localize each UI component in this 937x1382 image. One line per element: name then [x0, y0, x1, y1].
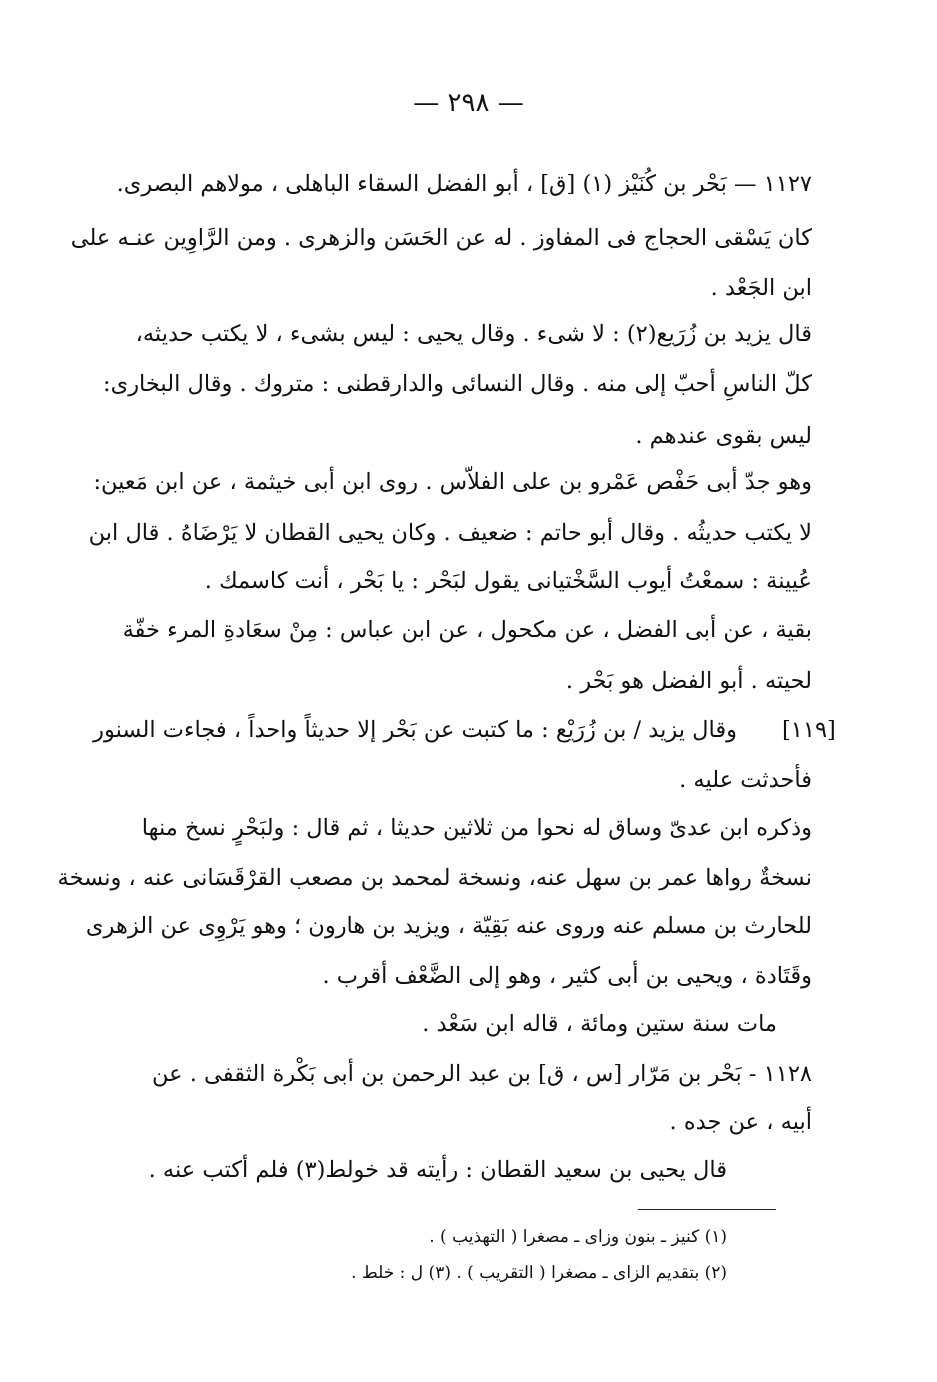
text-line: كلّ الناسِ أحبّ إلى منه . وقال النسائى والدارقطنى : متروك . وقال البخارى: — [103, 371, 812, 397]
text-line: ليس بقوى عندهم . — [635, 423, 812, 449]
text-line: قال يزيد بن زُرَيع(٢) : لا شىء . وقال يحيى : ليس بشىء ، لا يكتب حديثه، — [135, 321, 812, 347]
text-line: أبيه ، عن جده . — [669, 1109, 812, 1135]
text-line: وهو جدّ أبى حَفْص عَمْرو بن على الفلاّس . روى ابن أبى خيثمة ، عن ابن مَعين: — [93, 469, 812, 495]
margin-reference: [١١٩] — [782, 717, 836, 743]
footnote-2-3: (٢) بتقديم الزاى ـ مصغرا ( التقريب ) . (٣) ل : خلط . — [351, 1263, 727, 1283]
text-line: وذكره ابن عدىّ وساق له نحوا من ثلاثين حديثا ، ثم قال : ولبَحْرٍ نسخ منها — [141, 815, 812, 841]
text-line: بقية ، عن أبى الفضل ، عن مكحول ، عن ابن عباس : مِنْ سعَادةِ المرء خفّة — [122, 617, 812, 643]
text-line: فأحدثت عليه . — [679, 767, 812, 793]
entry-1127-heading: ١١٢٧ — بَحْر بن كُنَيْز (١) [ق] ، أبو الفضل السقاء الباهلى ، مولاهم البصرى. — [116, 171, 812, 197]
text-line: ابن الجَعْد . — [710, 275, 812, 301]
text-line: وقال يزيد / بن زُرَيْع : ما كتبت عن بَحْر إلا حديثاً واحداً ، فجاءت السنور — [93, 717, 737, 743]
text-line: عُيينة : سمعْتُ أيوب السَّخْتيانى يقول لبَحْر : يا بَحْر ، أنت كاسمك . — [204, 568, 812, 594]
text-line: وقَتَادة ، ويحيى بن أبى كثير ، وهو إلى الضَّعْف أقرب . — [322, 963, 812, 989]
text-line: قال يحيى بن سعيد القطان : رأيته قد خولط(٣) فلم أكتب عنه . — [148, 1157, 727, 1183]
text-line: مات سنة ستين ومائة ، قاله ابن سَعْد . — [422, 1011, 777, 1037]
footnote-divider — [638, 1209, 776, 1210]
entry-1128-heading: ١١٢٨ - بَحْر بن مَرّار [س ، ق] بن عبد الرحمن بن أبى بَكْرة الثقفى . عن — [152, 1061, 812, 1087]
text-line: نسخةٌ رواها عمر بن سهل عنه، ونسخة لمحمد بن مصعب القرْقَسَانى عنه ، ونسخة — [57, 865, 812, 891]
page-number: — ٢٩٨ — — [413, 88, 524, 118]
text-line: لحيته . أبو الفضل هو بَحْر . — [565, 668, 812, 694]
footnote-1: (١) كنيز ـ بنون وزاى ـ مصغرا ( التهذيب ) . — [429, 1227, 727, 1247]
text-line: لا يكتب حديثُه . وقال أبو حاتم : ضعيف . وكان يحيى القطان لا يَرْضَاهُ . قال ابن — [88, 520, 812, 546]
text-line: كان يَسْقى الحجاج فى المفاوز . له عن الحَسَن والزهرى . ومن الرَّاوِين عنـه على — [70, 225, 812, 251]
text-line: للحارث بن مسلم عنه وروى عنه بَقِيّة ، ويزيد بن هارون ؛ وهو يَرْوِى عن الزهرى — [85, 913, 812, 939]
